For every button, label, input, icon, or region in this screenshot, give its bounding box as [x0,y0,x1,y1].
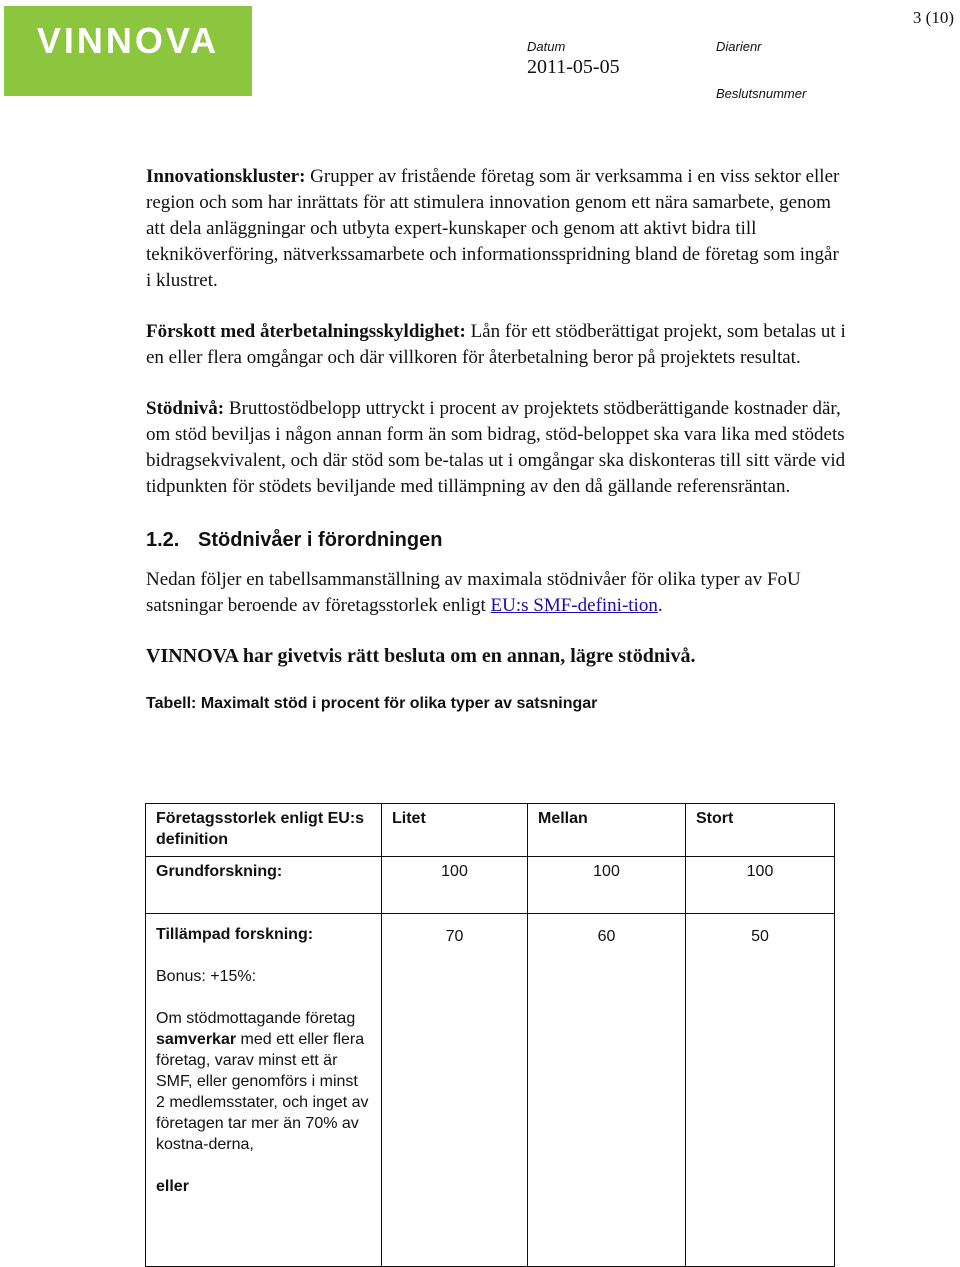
definition-text: Lån för ett stödberättigat projekt, som betalas ut i en eller flera omgångar och där villkoren för återbetalning beror på projektets resultat. [146,321,846,368]
definition-term: Förskott med återbetalningsskyldighet: [146,321,466,342]
definition-paragraph [146,396,846,500]
row-label-cell [146,914,382,1267]
page-number: 3 (10) [912,8,954,27]
document-body [146,164,846,729]
date-label: Datum [527,39,566,54]
notice-text: VINNOVA har givetvis rätt besluta om en annan, lägre stödnivå. [146,645,696,667]
row-label: Grundforskning: [146,857,382,914]
section-heading [146,525,846,555]
row-label: Tillämpad forskning: [156,926,314,943]
decision-number-label: Beslutsnummer [716,86,807,101]
definition-text: Grupper av fristående företag som är verksamma i en viss sektor eller region och som har inrättats för att stimulera innovation genom ett nära samarbete, genom att dela anläggningar och utbyta expert-kunskaper och genom att aktivt bidra till tekniköverföring, nätverkssamarbete och informationsspridning bland de företag som ingår i klustret. [146,166,840,291]
table-row [146,857,835,914]
table-cell: 60 [528,914,686,1267]
table-header-cell: Litet [382,804,528,857]
table-header-cell: Stort [686,804,835,857]
table-cell: 50 [686,914,835,1267]
definition-paragraph [146,319,846,371]
smf-definition-link[interactable]: EU:s SMF-defini-tion [490,595,658,616]
definition-term: Stödnivå: [146,398,225,419]
section-number: 1.2. [146,529,180,551]
definition-term: Innovationskluster: [146,166,306,187]
section-intro-text: Nedan följer en tabellsammanställning av maximala stödnivåer för olika typer av FoU satsningar beroende av företagsstorlek enligt [146,569,801,616]
vinnova-logo-mark [4,6,252,96]
date-value: 2011-05-05 [527,56,620,78]
bonus-text: Om stödmottagande företag [156,1010,356,1027]
reg-number-label: Diarienr [716,39,762,54]
table-header-row [146,804,835,857]
table-cell: 100 [382,857,528,914]
bonus-text: med ett eller flera företag, varav minst ett är SMF, eller genomförs i minst 2 medlemsstater, och inget av företagen tar mer än 70% av kostna-derna, [156,1031,369,1153]
table-caption: Tabell: Maximalt stöd i procent för olika typer av satsningar [146,695,598,712]
bonus-condition [156,1008,371,1155]
vinnova-logo [4,6,252,96]
definition-text: Bruttostödbelopp uttryckt i procent av projektets stödberättigande kostnader där, om stöd beviljas i någon annan form än som bidrag, stöd-beloppet ska vara lika med stödets bidragsekvivalent, och där stöd som be-talas ut i omgångar ska diskonteras till sitt värde vid tidpunkten för stödets beviljande med tillämpning av den då gällande referensräntan. [146,398,846,497]
support-levels-table [145,803,835,1267]
section-intro-end: . [657,595,663,616]
table-header-cell: Mellan [528,804,686,857]
section-title: Stödnivåer i förordningen [198,529,443,551]
table-cell: 100 [686,857,835,914]
bonus-label: Bonus: +15%: [156,968,257,985]
definition-paragraph [146,164,846,294]
or-text: eller [156,1178,189,1195]
table-cell: 70 [382,914,528,1267]
section-intro [146,567,846,619]
bonus-text-bold: samverkar [156,1031,237,1048]
table-header-cell: Företagsstorlek enligt EU:s definition [146,804,382,857]
table-row [146,914,835,1267]
table-cell: 100 [528,857,686,914]
logo-text: VINNOVA [36,20,220,61]
